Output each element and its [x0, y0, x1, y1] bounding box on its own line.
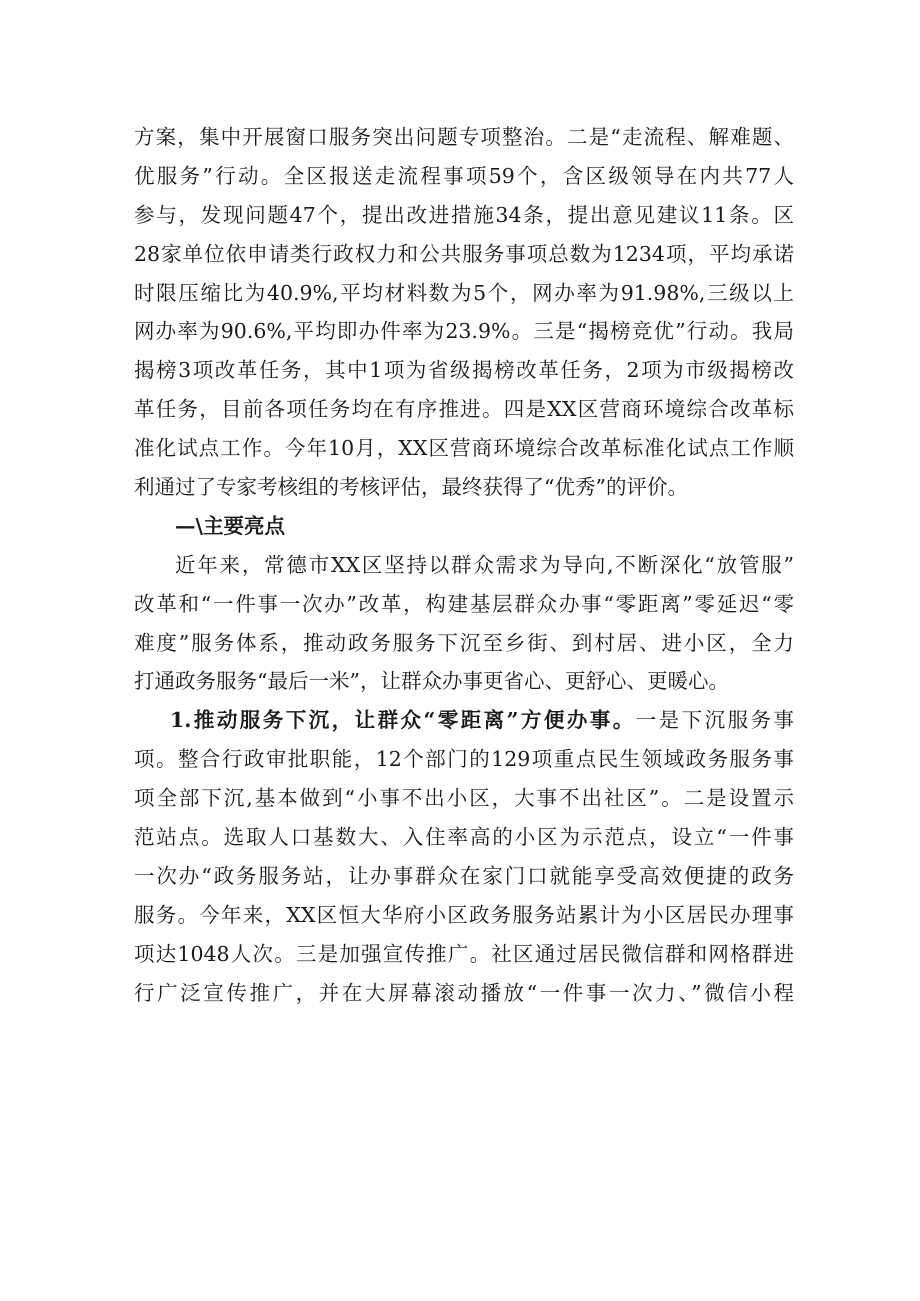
text-line: 革任务，目前各项任务均在有序推进。四是XX区营商环境综合改革标 — [134, 397, 794, 422]
text-span: 一是下沉服务事 — [635, 708, 794, 733]
text-line: 项达1048人次。三是加强宣传推广。社区通过居民微信群和网格群进 — [134, 941, 794, 966]
text-line: 项。整合行政审批职能，12个部门的129项重点民生领域政务服务事 — [134, 747, 794, 772]
text-line: 一次办“政务服务站，让办事群众在家门口就能享受高效便捷的政务 — [134, 863, 794, 888]
text-line: 行广泛宣传推广，并在大屏幕滚动播放“一件事一次力、”微信小程 — [134, 980, 794, 1005]
text-line: 难度”服务体系，推动政务服务下沉至乡街、到村居、进小区，全力 — [134, 630, 794, 655]
text-line: 揭榜3项改革任务，其中1项为省级揭榜改革任务，2项为市级揭榜改 — [134, 358, 794, 383]
text-line: 打通政务服务“最后一米”，让群众办事更省心、更舒心、更暖心。 — [134, 669, 729, 694]
text-line: 范站点。选取人口基数大、入住率高的小区为示范点，设立“一件事 — [134, 825, 794, 850]
text-line: 28家单位依申请类行政权力和公共服务事项总数为1234项，平均承诺 — [134, 241, 794, 266]
text-line: 时限压缩比为40.9%,平均材料数为5个，网办率为91.98%,三级以上 — [134, 280, 794, 305]
text-line: 方案，集中开展窗口服务突出问题专项整治。二是“走流程、解难题、 — [134, 125, 794, 149]
text-line: 优服务”行动。全区报送走流程事项59个，含区级领导在内共77人 — [134, 163, 794, 188]
text-line: 服务。今年来，XX区恒大华府小区政务服务站累计为小区居民办理事 — [134, 902, 794, 927]
subsection-heading: 1.推动服务下沉，让群众“零距离”方便办事。 — [170, 708, 636, 733]
text-line: 网办率为90.6%,平均即办件率为23.9%。三是“揭榜竞优”行动。我局 — [134, 319, 794, 344]
text-line — [134, 701, 794, 740]
text-line: 改革和“一件事一次办”改革，构建基层群众办事“零距离”零延迟“零 — [134, 591, 794, 616]
text-line: 准化试点工作。今年10月，XX区营商环境综合改革标准化试点工作顺 — [134, 436, 794, 461]
section-heading: —\主要亮点 — [175, 513, 285, 538]
document-body — [134, 118, 794, 1012]
text-line: 参与，发现问题47个，提出改进措施34条，提出意见建议11条。区 — [134, 202, 794, 227]
text-line: 项全部下沉,基本做到“小事不出小区，大事不出社区”。二是设置示 — [134, 786, 794, 811]
text-line: 利通过了专家考核组的考核评估，最终获得了“优秀”的评价。 — [134, 475, 688, 500]
text-line: 近年来，常德市XX区坚持以群众需求为导向,不断深化“放管服” — [175, 552, 794, 577]
